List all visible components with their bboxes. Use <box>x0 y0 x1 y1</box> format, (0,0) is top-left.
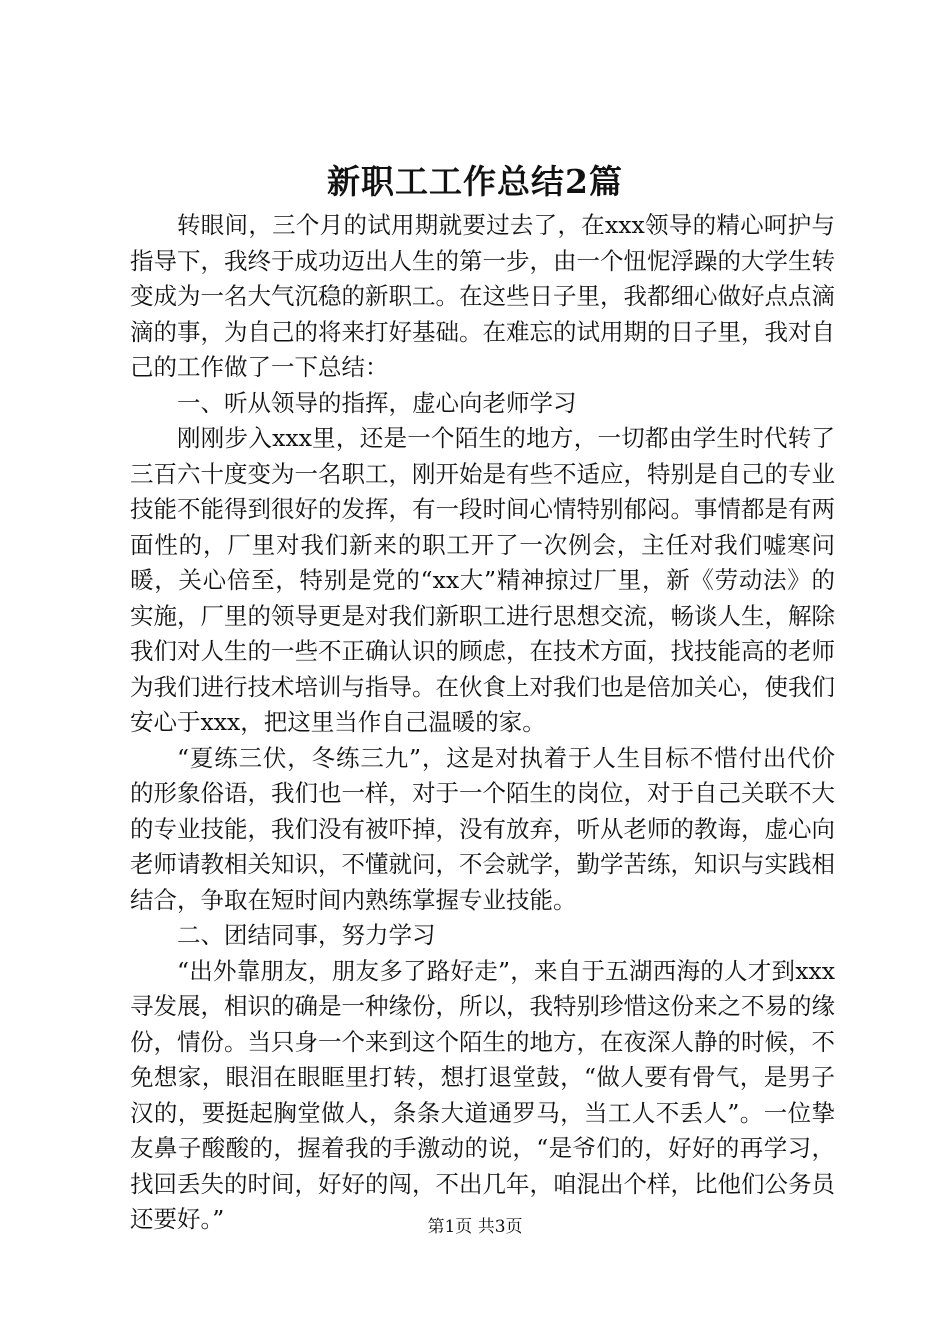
section-heading-2: 二、团结同事，努力学习 <box>177 921 436 949</box>
paragraph-section-1-b: “夏练三伏，冬练三九”，这是对执着于人生目标不惜付出代价的形象俗语，我们也一样，对于一个陌生的岗位，对于自己关联不大的专业技能，我们没有被吓掉，没有放弃，听从老师的教诲，虚心向老师请教相关知识，不懂就问，不会就学，勤学苦练，知识与实践相结合，争取在短时间内熟练掌握专业技能。 <box>130 743 835 914</box>
paragraph-intro: 转眼间，三个月的试用期就要过去了，在xxx领导的精心呵护与指导下，我终于成功迈出人生的第一步，由一个忸怩浮躁的大学生转变成为一名大气沉稳的新职工。在这些日子里，我都细心做好点点滴滴的事，为自己的将来打好基础。在难忘的试用期的日子里，我对自己的工作做了一下总结： <box>130 211 835 381</box>
page-footer: 第1页 共3页 <box>427 1217 523 1237</box>
document-body <box>130 208 835 1238</box>
paragraph-section-1-a: 刚刚步入xxx里，还是一个陌生的地方，一切都由学生时代转了三百六十度变为一名职工，刚开始是有些不适应，特别是自己的专业技能不能得到很好的发挥，有一段时间心情特别郁闷。事情都是有两面性的，厂里对我们新来的职工开了一次例会，主任对我们嘘寒问暖，关心倍至，特别是党的“xx大”精神掠过厂里，新《劳动法》的实施，厂里的领导更是对我们新职工进行思想交流，畅谈人生，解除我们对人生的一些不正确认识的顾虑，在技术方面，找技能高的老师为我们进行技术培训与指导。在伙食上对我们也是倍加关心，使我们安心于xxx，把这里当作自己温暖的家。 <box>130 424 835 736</box>
document-title: 新职工工作总结2篇 <box>327 162 623 201</box>
paragraph-section-2-a: “出外靠朋友，朋友多了路好走”，来自于五湖西海的人才到xxx寻发展，相识的确是一种缘份，所以，我特别珍惜这份来之不易的缘份，情份。当只身一个来到这个陌生的地方，在夜深人静的时候，不免想家，眼泪在眼眶里打转，想打退堂鼓，“做人要有骨气，是男子汉的，要挺起胸堂做人，条条大道通罗马，当工人不丢人”。一位挚友鼻子酸酸的，握着我的手激动的说，“是爷们的，好好的再学习，找回丢失的时间，好好的闯，不出几年，咱混出个样，比他们公务员还要好。” <box>130 956 835 1233</box>
section-heading-1: 一、听从领导的指挥，虚心向老师学习 <box>177 388 577 417</box>
